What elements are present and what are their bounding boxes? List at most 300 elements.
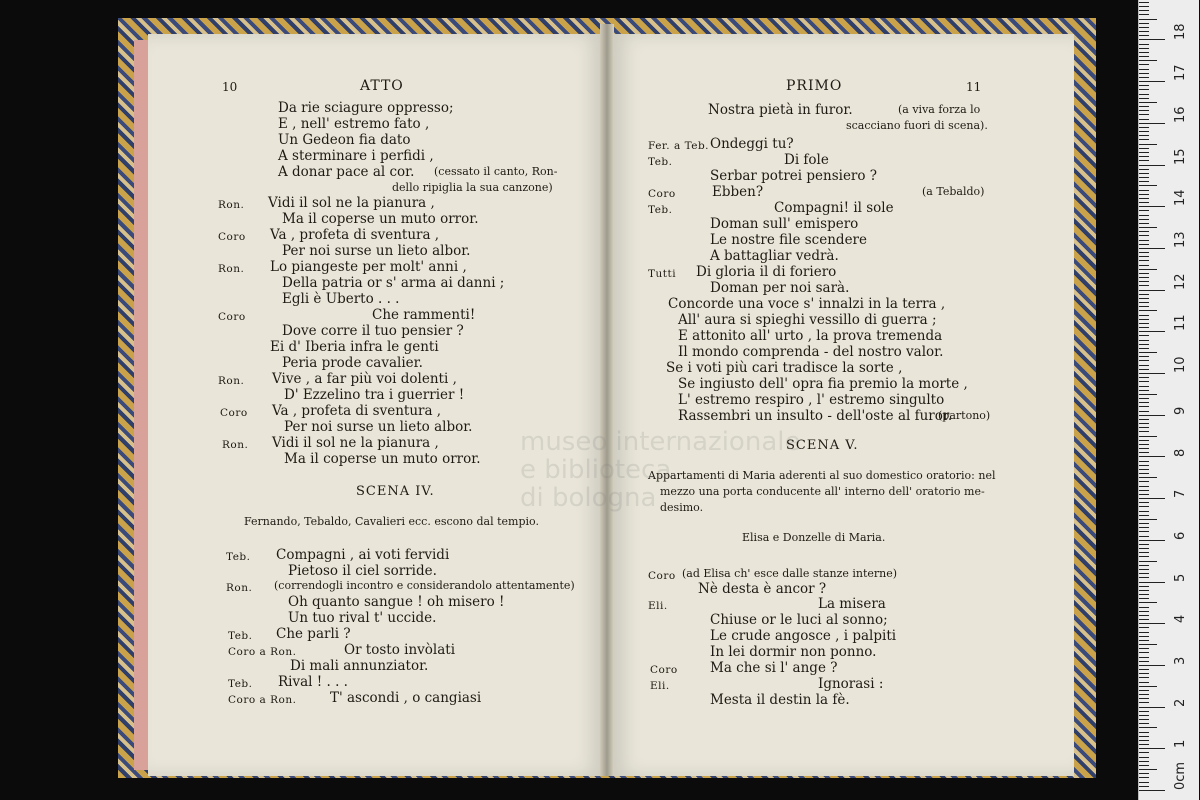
ruler-tick (1139, 473, 1149, 474)
stage-note: (a Tebaldo) (922, 185, 985, 198)
verse-line: Nè desta è ancor ? (698, 581, 827, 597)
ruler-number: 12 (1173, 273, 1188, 290)
ruler-number: 2 (1173, 698, 1188, 707)
ruler-tick (1139, 415, 1165, 416)
ruler-tick (1139, 477, 1157, 478)
verse-line: Di fole (784, 152, 829, 168)
ruler-number: 4 (1173, 614, 1188, 623)
ruler-tick (1139, 740, 1149, 741)
verse-line: Ondeggi tu? (710, 136, 794, 152)
ruler-tick (1139, 511, 1149, 512)
verse-line: Va , profeta di sventura , (272, 403, 442, 419)
scene-characters: Elisa e Donzelle di Maria. (742, 531, 886, 544)
stage-note: dello ripiglia la sua canzone) (392, 181, 553, 194)
ruler-tick (1139, 677, 1149, 678)
ruler-tick (1139, 732, 1149, 733)
ruler-tick (1139, 481, 1149, 482)
ruler-tick (1139, 198, 1149, 199)
ruler-tick (1139, 506, 1149, 507)
speaker-label: Coro (650, 664, 678, 676)
ruler-tick (1139, 640, 1149, 641)
verse-line: Pietoso il ciel sorride. (288, 563, 437, 579)
scene-title: SCENA V. (786, 438, 859, 453)
ruler-tick (1139, 177, 1149, 178)
verse-line: L' estremo respiro , l' estremo singulto (678, 392, 945, 408)
ruler-tick (1139, 682, 1149, 683)
ruler-tick (1139, 515, 1149, 516)
ruler-tick (1139, 694, 1149, 695)
ruler-tick (1139, 194, 1149, 195)
verse-line: T' ascondi , o cangiasi (330, 690, 482, 706)
ruler-tick (1139, 632, 1149, 633)
scene-direction: desimo. (660, 501, 704, 514)
ruler-tick (1139, 323, 1149, 324)
stage-note: (ad Elisa ch' esce dalle stanze interne) (682, 567, 898, 580)
ruler-number: 14 (1173, 189, 1188, 206)
ruler-tick (1139, 269, 1157, 270)
speaker-label: Eli. (648, 600, 668, 612)
verse-line: Ma che si l' ange ? (710, 660, 838, 676)
ruler-tick (1139, 494, 1149, 495)
ruler-tick (1139, 215, 1149, 216)
ruler-tick (1139, 436, 1157, 437)
speaker-label: Coro a Ron. (228, 694, 297, 706)
stage-note: (cessato il canto, Ron- (434, 165, 558, 178)
verse-line: Oh quanto sangue ! oh misero ! (288, 594, 505, 610)
ruler-tick (1139, 235, 1149, 236)
speaker-label: Teb. (648, 204, 673, 216)
ruler-number: 3 (1173, 656, 1188, 665)
measuring-ruler (1138, 0, 1199, 800)
ruler-tick (1139, 411, 1149, 412)
verse-line: Un tuo rival t' uccide. (288, 610, 437, 626)
ruler-tick (1139, 335, 1149, 336)
running-head-right: PRIMO (786, 78, 843, 94)
ruler-tick (1139, 56, 1149, 57)
ruler-tick (1139, 256, 1149, 257)
ruler-tick (1139, 31, 1149, 32)
ruler-tick (1139, 773, 1149, 774)
ruler-tick (1139, 219, 1149, 220)
ruler-tick (1139, 657, 1149, 658)
ruler-tick (1139, 544, 1149, 545)
stage-note: (a viva forza lo (898, 103, 981, 116)
ruler-tick (1139, 719, 1149, 720)
verse-line: A sterminare i perfidi , (278, 148, 434, 164)
stage-note: scacciano fuori di scena). (846, 119, 988, 132)
scene-direction: mezzo una porta conducente all' interno dell' oratorio me- (660, 485, 985, 498)
ruler-number: 15 (1173, 148, 1188, 165)
ruler-tick (1139, 173, 1149, 174)
speaker-label: Tutti (648, 268, 677, 280)
scene-direction: Fernando, Tebaldo, Cavalieri ecc. escono dal tempio. (244, 515, 539, 528)
ruler-tick (1139, 227, 1157, 228)
ruler-tick (1139, 302, 1149, 303)
ruler-tick (1139, 23, 1149, 24)
ruler-tick (1139, 461, 1149, 462)
ruler-tick (1139, 315, 1149, 316)
ruler-tick (1139, 52, 1149, 53)
ruler-number: 11 (1173, 314, 1188, 331)
ruler-tick (1139, 114, 1149, 115)
ruler-tick (1139, 486, 1149, 487)
verse-line: Ma il coperse un muto orror. (284, 451, 481, 467)
verse-line: Rival ! . . . (278, 674, 348, 690)
ruler-tick (1139, 381, 1149, 382)
ruler-tick (1139, 669, 1149, 670)
ruler-tick (1139, 623, 1165, 624)
verse-line: Va , profeta di sventura , (270, 227, 440, 243)
speaker-label: Ron. (218, 199, 245, 211)
ruler-tick (1139, 590, 1149, 591)
verse-line: Di mali annunziator. (290, 658, 429, 674)
ruler-tick (1139, 723, 1149, 724)
ruler-tick (1139, 139, 1149, 140)
ruler-tick (1139, 373, 1165, 374)
verse-line: Vidi il sol ne la pianura , (272, 435, 439, 451)
ruler-tick (1139, 531, 1149, 532)
verse-line: In lei dormir non ponno. (710, 644, 877, 660)
ruler-tick (1139, 527, 1149, 528)
speaker-label: Ron. (222, 439, 249, 451)
ruler-tick (1139, 748, 1165, 749)
ruler-tick (1139, 298, 1149, 299)
ruler-tick (1139, 85, 1149, 86)
ruler-tick (1139, 752, 1149, 753)
verse-line: Il mondo comprenda - del nostro valor. (678, 344, 944, 360)
verse-line: Serbar potrei pensiero ? (710, 168, 878, 184)
ruler-tick (1139, 498, 1165, 499)
verse-line: Or tosto invòlati (344, 642, 456, 658)
ruler-tick (1139, 744, 1149, 745)
ruler-tick (1139, 565, 1149, 566)
ruler-tick (1139, 331, 1165, 332)
speaker-label: Teb. (228, 630, 253, 642)
ruler-tick (1139, 615, 1149, 616)
ruler-tick (1139, 156, 1149, 157)
ruler-tick (1139, 260, 1149, 261)
ruler-tick (1139, 598, 1149, 599)
ruler-tick (1139, 294, 1149, 295)
ruler-tick (1139, 223, 1149, 224)
ruler-tick (1139, 686, 1157, 687)
ruler-tick (1139, 452, 1149, 453)
ruler-tick (1139, 644, 1157, 645)
verse-line: Compagni! il sole (774, 200, 894, 216)
ruler-tick (1139, 757, 1149, 758)
ruler-tick (1139, 431, 1149, 432)
ruler-tick (1139, 44, 1149, 45)
verse-line: Di gloria il di foriero (696, 264, 837, 280)
ruler-tick (1139, 402, 1149, 403)
speaker-label: Teb. (648, 156, 673, 168)
ruler-tick (1139, 419, 1149, 420)
book-spine (600, 24, 614, 776)
ruler-tick (1139, 665, 1165, 666)
ruler-tick (1139, 502, 1149, 503)
ruler-tick (1139, 131, 1149, 132)
ruler-tick (1139, 48, 1149, 49)
verse-line: La misera (818, 596, 886, 612)
verse-line: Compagni , ai voti fervidi (276, 547, 450, 563)
ruler-tick (1139, 707, 1165, 708)
ruler-tick (1139, 14, 1149, 15)
ruler-tick (1139, 290, 1165, 291)
ruler-tick (1139, 586, 1149, 587)
ruler-tick (1139, 365, 1149, 366)
verse-line: Chiuse or le luci al sonno; (710, 612, 888, 628)
ruler-tick (1139, 348, 1149, 349)
ruler-tick (1139, 552, 1149, 553)
ruler-tick (1139, 94, 1149, 95)
verse-line: Mesta il destin la fè. (710, 692, 850, 708)
ruler-tick (1139, 715, 1149, 716)
speaker-label: Coro (218, 311, 246, 323)
ruler-tick (1139, 19, 1157, 20)
ruler-tick (1139, 548, 1149, 549)
ruler-tick (1139, 2, 1149, 3)
ruler-tick (1139, 627, 1149, 628)
ruler-tick (1139, 561, 1157, 562)
verse-line: All' aura si spieghi vessillo di guerra ; (678, 312, 937, 328)
ruler-tick (1139, 765, 1149, 766)
ruler-tick (1139, 698, 1149, 699)
ruler-tick (1139, 310, 1157, 311)
ruler-tick (1139, 360, 1149, 361)
ruler-tick (1139, 27, 1149, 28)
ruler-tick (1139, 540, 1165, 541)
ruler-tick (1139, 469, 1149, 470)
ruler-tick (1139, 648, 1149, 649)
verse-line: Egli è Uberto . . . (282, 291, 400, 307)
ruler-tick (1139, 231, 1149, 232)
ruler-number: 10 (1173, 356, 1188, 373)
ruler-tick (1139, 536, 1149, 537)
verse-line: Della patria or s' arma ai danni ; (282, 275, 505, 291)
verse-line: Dove corre il tuo pensier ? (282, 323, 464, 339)
ruler-tick (1139, 98, 1149, 99)
ruler-tick (1139, 611, 1149, 612)
ruler-tick (1139, 406, 1149, 407)
ruler-tick (1139, 160, 1149, 161)
ruler-tick (1139, 369, 1149, 370)
ruler-tick (1139, 398, 1149, 399)
ruler-tick (1139, 210, 1149, 211)
ruler-number: 1 (1173, 739, 1188, 748)
ruler-tick (1139, 652, 1149, 653)
ruler-tick (1139, 602, 1157, 603)
ruler-tick (1139, 702, 1149, 703)
ruler-tick (1139, 423, 1149, 424)
ruler-tick (1139, 736, 1149, 737)
ruler-tick (1139, 10, 1149, 11)
ruler-tick (1139, 165, 1165, 166)
ruler-number: 16 (1173, 106, 1188, 123)
ruler-tick (1139, 523, 1149, 524)
verse-line: Ebben? (712, 184, 764, 200)
ruler-tick (1139, 607, 1149, 608)
ruler-tick (1139, 110, 1149, 111)
ruler-tick (1139, 490, 1149, 491)
verse-line: Che rammenti! (372, 307, 476, 323)
ruler-tick (1139, 690, 1149, 691)
verse-line: Peria prode cavalier. (282, 355, 423, 371)
speaker-label: Ron. (218, 375, 245, 387)
ruler-tick (1139, 181, 1149, 182)
verse-line: Da rie sciagure oppresso; (278, 100, 454, 116)
verse-line: Che parli ? (276, 626, 351, 642)
ruler-tick (1139, 556, 1149, 557)
ruler-tick (1139, 661, 1149, 662)
ruler-number: 6 (1173, 531, 1188, 540)
verse-line: Per noi surse un lieto albor. (284, 419, 473, 435)
speaker-label: Coro (648, 188, 676, 200)
ruler-tick (1139, 144, 1157, 145)
verse-line: Rassembri un insulto - dell'oste al furor. (678, 408, 953, 424)
ruler-tick (1139, 582, 1165, 583)
verse-line: Un Gedeon fia dato (278, 132, 411, 148)
ruler-number: 17 (1173, 64, 1188, 81)
verse-line: Ignorasi : (818, 676, 884, 692)
speaker-label: Teb. (226, 551, 251, 563)
verse-line: Le crude angosce , i palpiti (710, 628, 897, 644)
page-number-right: 11 (966, 80, 982, 94)
ruler-tick (1139, 119, 1149, 120)
ruler-tick (1139, 573, 1149, 574)
ruler-tick (1139, 252, 1149, 253)
ruler-tick (1139, 577, 1149, 578)
verse-line: E , nell' estremo fato , (278, 116, 430, 132)
running-head-left: ATTO (360, 78, 404, 94)
ruler-tick (1139, 39, 1165, 40)
ruler-tick (1139, 673, 1149, 674)
ruler-tick (1139, 123, 1165, 124)
verse-line: Doman sull' emispero (710, 216, 859, 232)
verse-line: Le nostre file scendere (710, 232, 868, 248)
verse-line: Vive , a far più voi dolenti , (272, 371, 457, 387)
ruler-number: 18 (1173, 23, 1188, 40)
verse-line: Se ingiusto dell' opra fia premio la morte , (678, 376, 968, 392)
ruler-tick (1139, 281, 1149, 282)
verse-line: Ma il coperse un muto orror. (282, 211, 479, 227)
ruler-tick (1139, 390, 1149, 391)
ruler-tick (1139, 77, 1149, 78)
ruler-tick (1139, 782, 1149, 783)
watermark-line: e biblioteca (520, 455, 672, 485)
ruler-tick (1139, 185, 1157, 186)
ruler-tick (1139, 73, 1149, 74)
ruler-tick (1139, 106, 1149, 107)
ruler-tick (1139, 377, 1149, 378)
ruler-tick (1139, 190, 1149, 191)
ruler-tick (1139, 240, 1149, 241)
ruler-tick (1139, 769, 1157, 770)
ruler-tick (1139, 306, 1149, 307)
ruler-tick (1139, 786, 1149, 787)
ruler-tick (1139, 248, 1165, 249)
ruler-number: 5 (1173, 573, 1188, 582)
ruler-tick (1139, 202, 1149, 203)
ruler-tick (1139, 273, 1149, 274)
speaker-label: Eli. (650, 680, 670, 692)
ruler-tick (1139, 356, 1149, 357)
ruler-tick (1139, 148, 1149, 149)
ruler-tick (1139, 6, 1149, 7)
ruler-tick (1139, 206, 1165, 207)
ruler-tick (1139, 285, 1149, 286)
verse-line: Nostra pietà in furor. (708, 102, 853, 118)
verse-line: A battagliar vedrà. (710, 248, 839, 264)
verse-line: E attonito all' urto , la prova tremenda (678, 328, 943, 344)
speaker-label: Coro (648, 570, 676, 582)
speaker-label: Coro (220, 407, 248, 419)
ruler-tick (1139, 427, 1149, 428)
ruler-tick (1139, 35, 1149, 36)
scene-direction: Appartamenti di Maria aderenti al suo domestico oratorio: nel (648, 469, 996, 482)
ruler-tick (1139, 352, 1157, 353)
ruler-tick (1139, 394, 1157, 395)
scene-title: SCENA IV. (356, 484, 435, 499)
ruler-tick (1139, 244, 1149, 245)
ruler-tick (1139, 790, 1165, 791)
speaker-label: Teb. (228, 678, 253, 690)
speaker-label: Coro (218, 231, 246, 243)
verse-line: Per noi surse un lieto albor. (282, 243, 471, 259)
ruler-tick (1139, 448, 1149, 449)
ruler-tick (1139, 619, 1149, 620)
ruler-tick (1139, 169, 1149, 170)
verse-line: Doman per noi sarà. (710, 280, 850, 296)
ruler-tick (1139, 386, 1149, 387)
ruler-number: 7 (1173, 489, 1188, 498)
verse-line: Concorde una voce s' innalzi in la terra , (668, 296, 946, 312)
verse-line: Ei d' Iberia infra le genti (270, 339, 439, 355)
ruler-tick (1139, 465, 1149, 466)
ruler-tick (1139, 727, 1157, 728)
ruler-tick (1139, 277, 1149, 278)
stage-note: (partono) (938, 409, 991, 422)
ruler-tick (1139, 569, 1149, 570)
ruler-number: 8 (1173, 448, 1188, 457)
verse-line: Se i voti più cari tradisce la sorte , (666, 360, 903, 376)
verse-line: Vidi il sol ne la pianura , (268, 195, 435, 211)
ruler-tick (1139, 777, 1149, 778)
ruler-tick (1139, 327, 1149, 328)
speaker-label: Fer. a Teb. (648, 140, 710, 152)
ruler-tick (1139, 135, 1149, 136)
ruler-tick (1139, 81, 1165, 82)
ruler-tick (1139, 344, 1149, 345)
verse-line: Lo piangeste per molt' anni , (270, 259, 467, 275)
ruler-tick (1139, 340, 1149, 341)
stage-note: (correndogli incontro e considerandolo attentamente) (274, 579, 575, 592)
ruler-tick (1139, 519, 1157, 520)
watermark-line: di bologna (520, 483, 657, 513)
ruler-tick (1139, 265, 1149, 266)
ruler-tick (1139, 89, 1149, 90)
ruler-tick (1139, 127, 1149, 128)
ruler-tick (1139, 69, 1149, 70)
ruler-tick (1139, 440, 1149, 441)
speaker-label: Coro a Ron. (228, 646, 297, 658)
ruler-number: 13 (1173, 231, 1188, 248)
ruler-tick (1139, 711, 1149, 712)
speaker-label: Ron. (226, 582, 253, 594)
ruler-tick (1139, 102, 1157, 103)
ruler-tick (1139, 152, 1149, 153)
verse-line: A donar pace al cor. (278, 164, 415, 180)
ruler-tick (1139, 64, 1149, 65)
